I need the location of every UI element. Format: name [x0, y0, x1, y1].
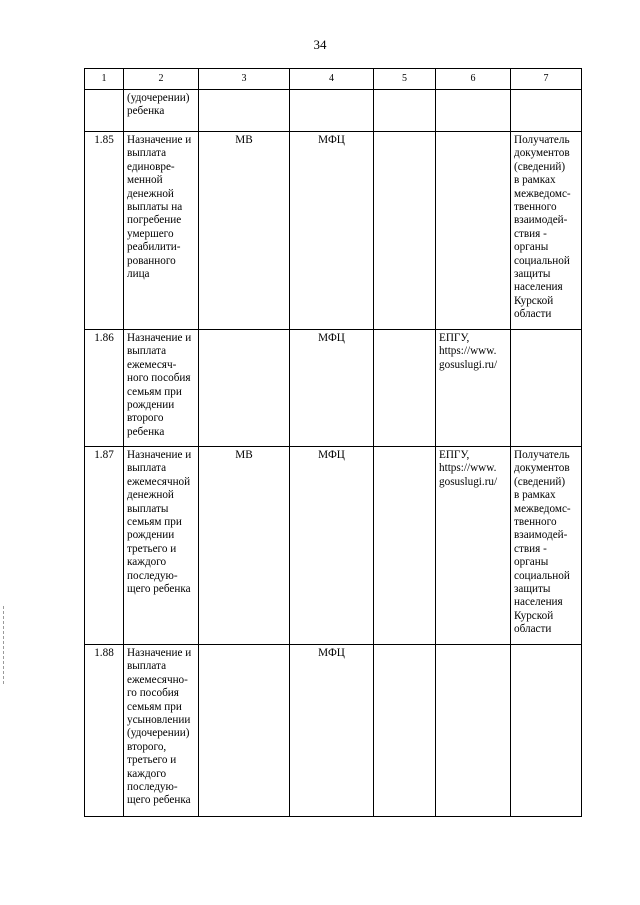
column-7-cell — [511, 447, 582, 645]
column-3-cell — [199, 90, 290, 132]
cell-text-line: ребенка — [127, 105, 165, 118]
cell-text-line: в рамках — [514, 489, 556, 502]
cell-text-line: защиты — [514, 583, 551, 596]
cell-text-line: межведомс- — [514, 187, 571, 200]
column-7-cell — [511, 330, 582, 447]
cell-text-line: выплата — [127, 345, 167, 358]
table-header-row — [85, 69, 582, 90]
column-5-cell — [374, 132, 436, 330]
cell-text-line: реабилити- — [127, 241, 181, 254]
service-name-cell — [124, 447, 199, 645]
column-4-cell: МФЦ — [290, 645, 374, 817]
cell-text-line: органы — [514, 241, 549, 254]
cell-text-line: денежной — [127, 489, 174, 502]
column-header: 5 — [374, 69, 436, 90]
cell-text-line: ствия - — [514, 227, 547, 240]
cell-text-line: gosuslugi.ru/ — [439, 358, 498, 371]
cell-text-line: в рамках — [514, 174, 556, 187]
cell-text-line: защиты — [514, 268, 551, 281]
cell-text-line: денежной — [127, 187, 174, 200]
cell-text-line: социальной — [514, 254, 570, 267]
column-header: 2 — [124, 69, 199, 90]
column-4-cell: МФЦ — [290, 447, 374, 645]
column-3-cell — [199, 330, 290, 447]
row-number-cell: 1.85 — [85, 132, 124, 330]
page-number: 34 — [313, 37, 327, 52]
cell-text-line: выплата — [127, 147, 167, 160]
cell-text-line: второго, — [127, 740, 167, 753]
cell-text-line: населения — [514, 596, 563, 609]
cell-text-line: (удочерении) — [127, 92, 190, 104]
cell-text-line: каждого — [127, 767, 167, 780]
column-4-cell: МФЦ — [290, 132, 374, 330]
cell-text-line: населения — [514, 281, 563, 294]
cell-text-line: единовре- — [127, 160, 175, 173]
cell-text-line: (сведений) — [514, 475, 566, 488]
cell-text-line: области — [514, 623, 552, 636]
column-4-cell — [290, 90, 374, 132]
table-row — [85, 90, 582, 132]
cell-text-line: рованного — [127, 254, 176, 267]
column-6-cell — [436, 330, 511, 447]
cell-text-line: gosuslugi.ru/ — [439, 475, 498, 488]
cell-text-line: погребение — [127, 214, 182, 227]
column-5-cell — [374, 447, 436, 645]
cell-text-line: выплата — [127, 660, 167, 673]
column-6-cell — [436, 645, 511, 817]
service-name-cell — [124, 330, 199, 447]
cell-text-line: рождении — [127, 399, 175, 412]
cell-text-line: взаимодей- — [514, 529, 568, 542]
cell-text-line: https://www. — [439, 462, 497, 475]
row-number-cell: 1.87 — [85, 447, 124, 645]
column-3-cell — [199, 645, 290, 817]
cell-text-line: Получатель — [514, 449, 570, 461]
cell-text-line: https://www. — [439, 345, 497, 358]
cell-text-line: менной — [127, 174, 163, 187]
cell-text-line: выплаты — [127, 502, 169, 515]
services-table — [84, 68, 582, 817]
cell-text-line: ЕПГУ, — [439, 332, 470, 344]
cell-text-line: ствия - — [514, 542, 547, 555]
cell-text-line: документов — [514, 462, 570, 475]
column-6-cell — [436, 90, 511, 132]
cell-text-line: каждого — [127, 556, 167, 569]
column-6-cell — [436, 132, 511, 330]
cell-text-line: ЕПГУ, — [439, 449, 470, 461]
cell-text-line: органы — [514, 556, 549, 569]
row-number-cell: 1.86 — [85, 330, 124, 447]
cell-text-line: ежемесячно- — [127, 673, 188, 686]
cell-text-line: Курской — [514, 609, 554, 622]
cell-text-line: лица — [127, 268, 150, 281]
column-7-cell — [511, 645, 582, 817]
cell-text-line: ребенка — [127, 425, 165, 438]
cell-text-line: третьего и — [127, 754, 177, 767]
column-7-cell — [511, 132, 582, 330]
table-row — [85, 645, 582, 817]
cell-text-line: ежемесячной — [127, 475, 191, 488]
cell-text-line: семьям при — [127, 516, 182, 529]
cell-text-line: го пособия — [127, 687, 179, 700]
service-name-cell — [124, 645, 199, 817]
column-header: 4 — [290, 69, 374, 90]
cell-text-line: взаимодей- — [514, 214, 568, 227]
table-row — [85, 330, 582, 447]
cell-text-line: умершего — [127, 227, 174, 240]
row-number-cell — [85, 90, 124, 132]
column-3-cell: МВ — [199, 132, 290, 330]
cell-text-line: щего ребенка — [127, 794, 191, 807]
cell-text-line: последую- — [127, 569, 178, 582]
cell-text-line: Назначение и — [127, 332, 192, 344]
service-name-cell — [124, 90, 199, 132]
column-header: 7 — [511, 69, 582, 90]
cell-text-line: Назначение и — [127, 647, 192, 659]
column-7-cell — [511, 90, 582, 132]
table-row — [85, 132, 582, 330]
cell-text-line: твенного — [514, 516, 557, 529]
column-3-cell: МВ — [199, 447, 290, 645]
cell-text-line: усыновлении — [127, 714, 191, 727]
cell-text-line: Назначение и — [127, 134, 192, 146]
cell-text-line: щего ребенка — [127, 583, 191, 596]
cell-text-line: ного пособия — [127, 372, 191, 385]
cell-text-line: третьего и — [127, 542, 177, 555]
cell-text-line: выплата — [127, 462, 167, 475]
cell-text-line: твенного — [514, 201, 557, 214]
column-5-cell — [374, 645, 436, 817]
cell-text-line: Получатель — [514, 134, 570, 146]
cell-text-line: второго — [127, 412, 164, 425]
cell-text-line: Курской — [514, 294, 554, 307]
column-header: 1 — [85, 69, 124, 90]
column-5-cell — [374, 330, 436, 447]
cell-text-line: (удочерении) — [127, 727, 190, 740]
column-header: 3 — [199, 69, 290, 90]
cell-text-line: межведомс- — [514, 502, 571, 515]
cell-text-line: выплаты на — [127, 201, 183, 214]
cell-text-line: последую- — [127, 781, 178, 794]
scan-margin-line — [3, 606, 4, 684]
column-6-cell — [436, 447, 511, 645]
column-5-cell — [374, 90, 436, 132]
cell-text-line: социальной — [514, 569, 570, 582]
cell-text-line: документов — [514, 147, 570, 160]
service-name-cell — [124, 132, 199, 330]
row-number-cell: 1.88 — [85, 645, 124, 817]
table-row — [85, 447, 582, 645]
cell-text-line: (сведений) — [514, 160, 566, 173]
cell-text-line: семьям при — [127, 385, 182, 398]
cell-text-line: области — [514, 308, 552, 321]
cell-text-line: семьям при — [127, 700, 182, 713]
cell-text-line: ежемесяч- — [127, 358, 177, 371]
column-4-cell: МФЦ — [290, 330, 374, 447]
cell-text-line: Назначение и — [127, 449, 192, 461]
column-header: 6 — [436, 69, 511, 90]
cell-text-line: рождении — [127, 529, 175, 542]
